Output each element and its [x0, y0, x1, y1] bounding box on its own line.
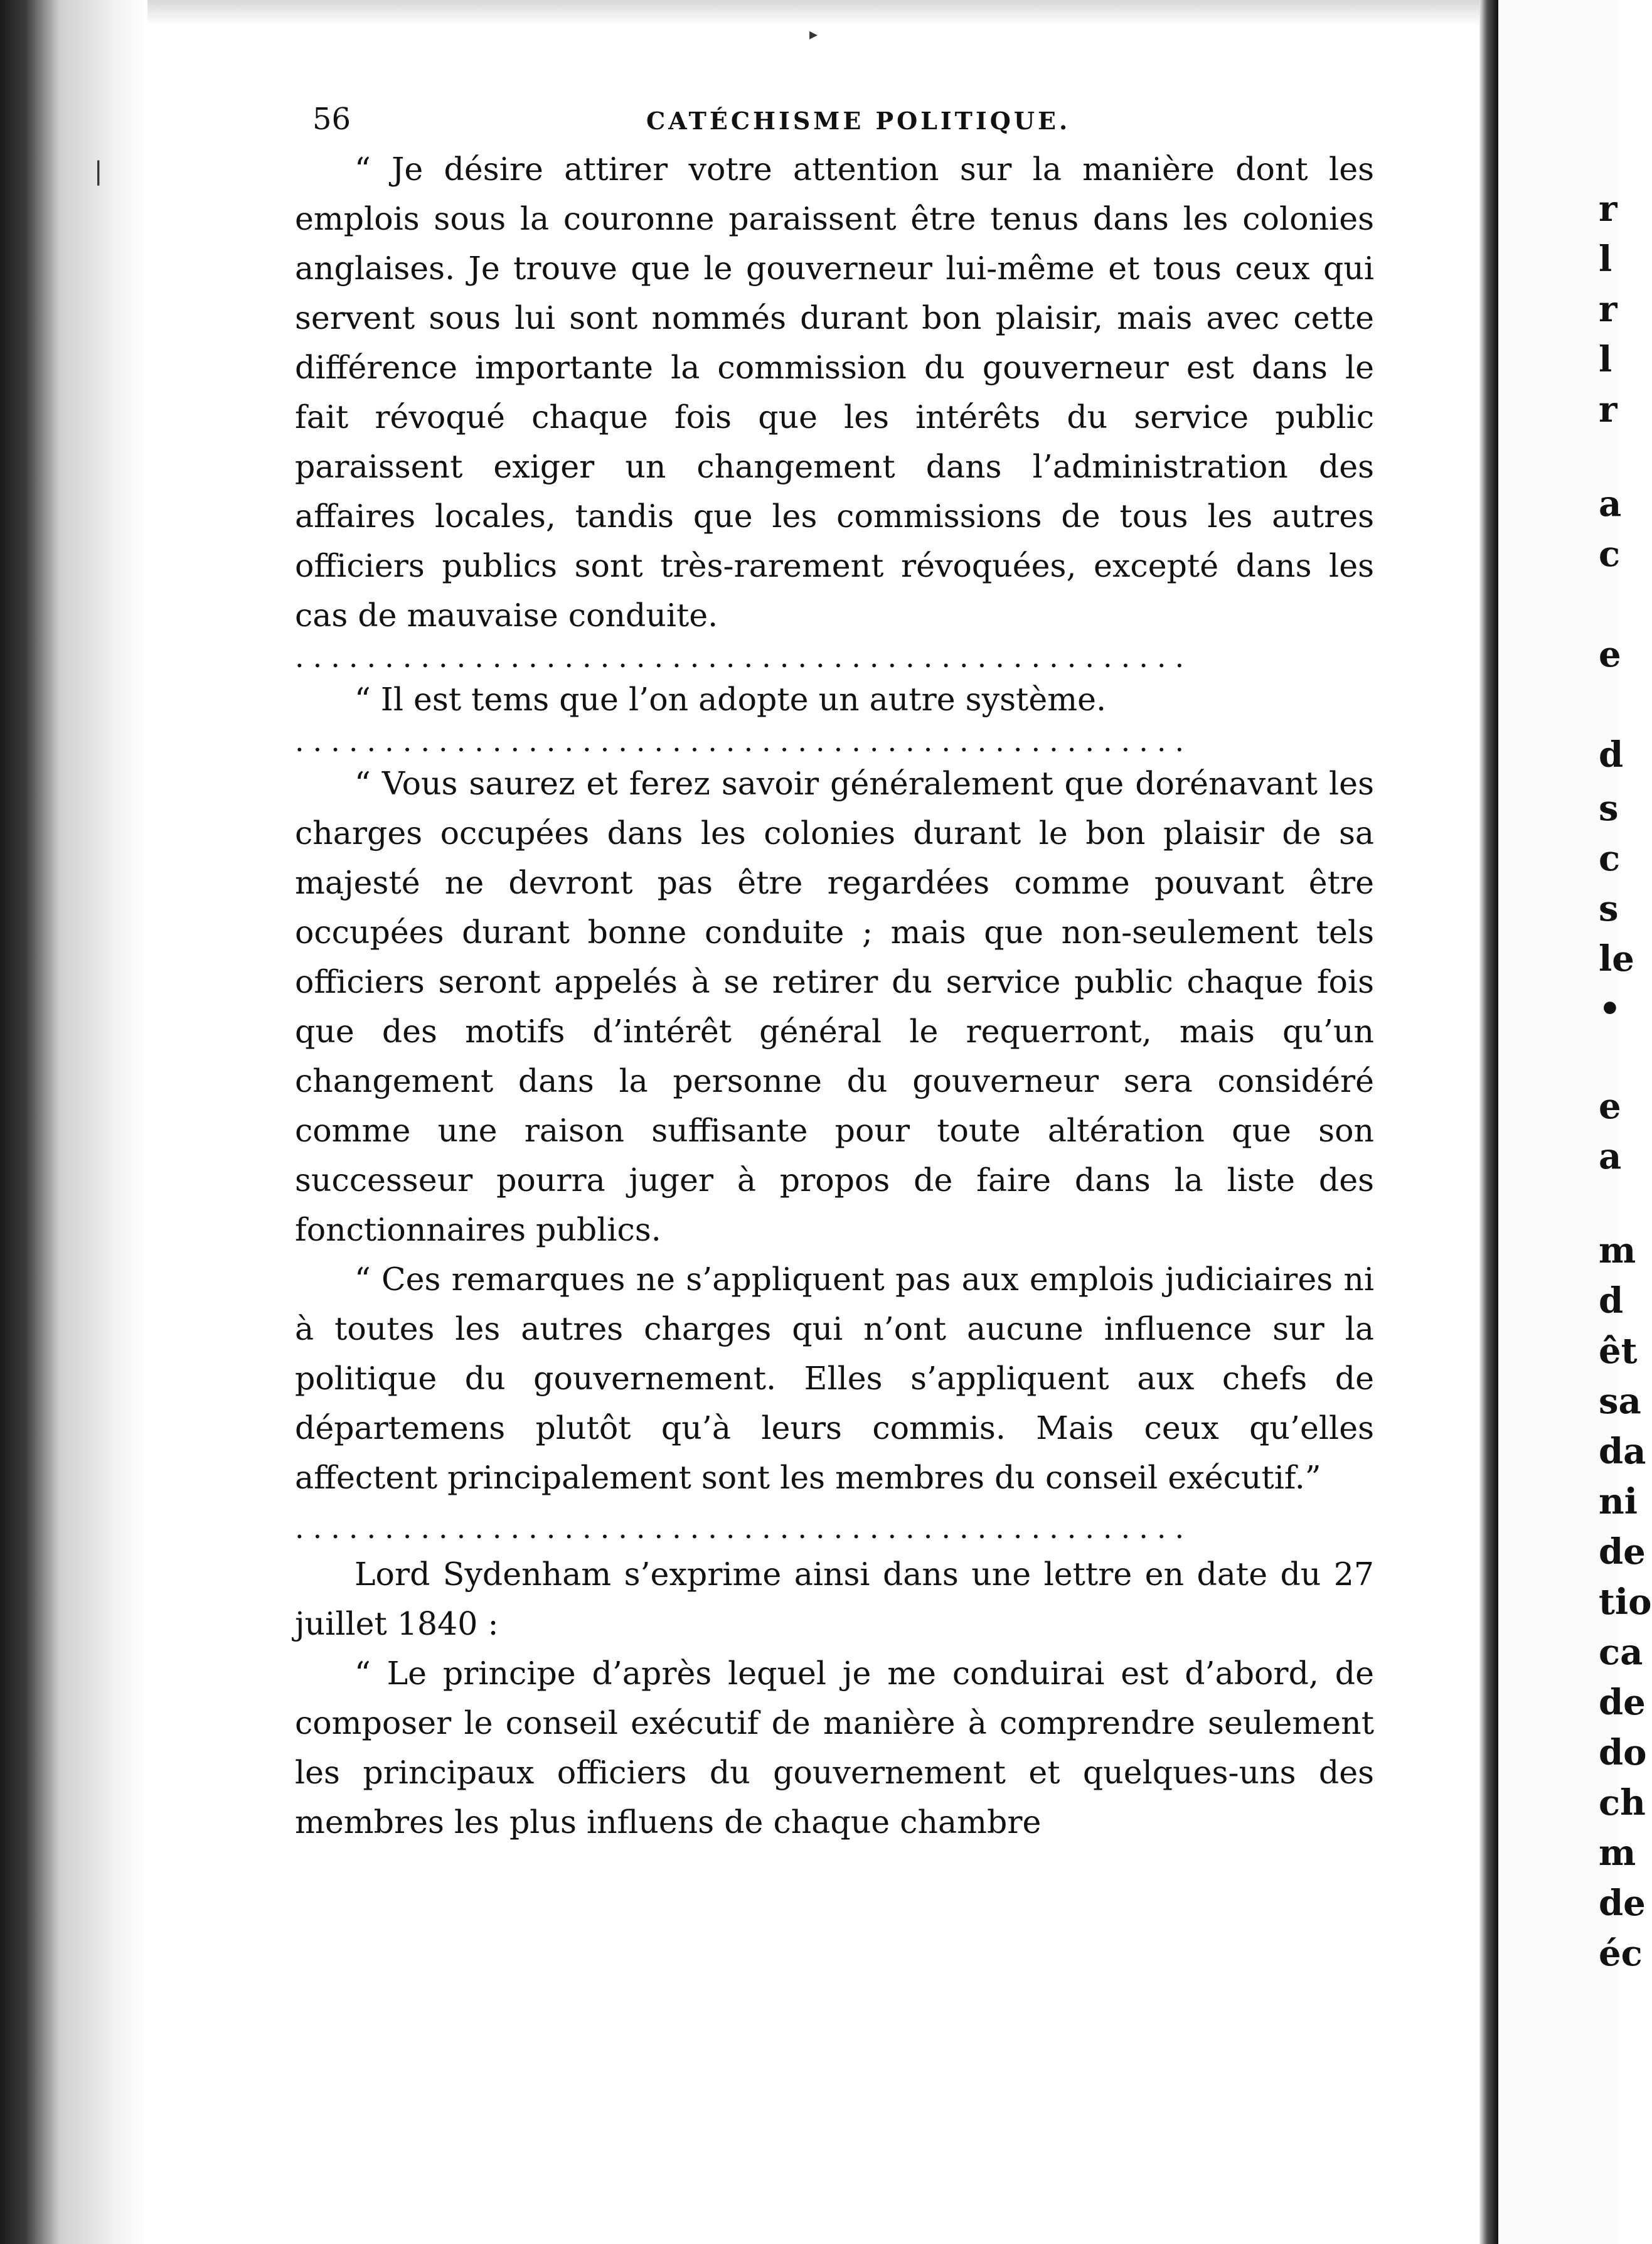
- paragraph: “ Je désire attirer votre attention sur la manière dont les emplois sous la couronne paraissent être tenus dans les colonies anglaises. Je trouve que le gouverneur lui-même et tous ceux qui servent sous lui sont nommés durant bon plaisir, mais avec cette différence importante la commission du gouverneur est dans le fait révoqué chaque fois que les intérêts du service public paraissent exiger un changement dans l’administration des affaires locales, tandis que les commissions de tous les autres officiers publics sont très-rarement révoquées, excepté dans les cas de mauvaise conduite.: [295, 151, 1374, 634]
- facing-page-fragment: r: [1599, 289, 1617, 330]
- ellipsis-row: ..................................................: [295, 1511, 1193, 1545]
- facing-page-fragment: éc: [1599, 1933, 1643, 1974]
- facing-page-fragment: d: [1599, 1280, 1624, 1322]
- facing-page-fragment: tio: [1599, 1581, 1652, 1623]
- facing-page-fragment: sa: [1599, 1381, 1641, 1422]
- facing-page-fragment: do: [1599, 1732, 1647, 1773]
- scan-speck: ▸: [809, 25, 818, 44]
- facing-page-fragment: m: [1599, 1230, 1636, 1271]
- facing-page-fragment: s: [1599, 888, 1619, 929]
- paragraph: “ Le principe d’après lequel je me conduirai est d’abord, de composer le conseil exécutif de manière à comprendre seulement les principaux officiers du gouvernement et quelques-uns des membres les plus influens de chaque chambre: [295, 1655, 1374, 1841]
- facing-page-fragment: êt: [1599, 1330, 1638, 1372]
- paragraph: Lord Sydenham s’exprime ainsi dans une lettre en date du 27 juillet 1840 :: [295, 1556, 1374, 1642]
- facing-page-fragment: ca: [1599, 1632, 1643, 1673]
- facing-page-fragment: de: [1599, 1682, 1646, 1723]
- facing-page-fragment: e: [1599, 634, 1621, 675]
- facing-page-fragment: r: [1599, 188, 1617, 230]
- page-header: [295, 94, 1374, 144]
- facing-page-fragment: a: [1599, 1136, 1622, 1177]
- page-number: 56: [312, 102, 351, 137]
- scan-speck: |: [94, 157, 103, 186]
- paragraph: “ Il est tems que l’on adopte un autre système.: [354, 681, 1107, 718]
- book-page: [295, 94, 1374, 1847]
- facing-page-fragment: de: [1599, 1531, 1646, 1573]
- facing-page-strip: [1498, 0, 1652, 2244]
- facing-page-fragment: de: [1599, 1883, 1646, 1924]
- facing-page-fragment: c: [1599, 838, 1621, 879]
- facing-page-fragment: d: [1599, 734, 1624, 776]
- body-text: [295, 144, 1374, 1847]
- page-gutter-shadow: [1479, 0, 1498, 2244]
- ellipsis-row: ..................................................: [295, 724, 1193, 758]
- paragraph: “ Ces remarques ne s’appliquent pas aux emplois judiciaires ni à toutes les autres charges qui n’ont aucune influence sur la politique du gouvernement. Elles s’appliquent aux chefs de départemens plutôt qu’à leurs commis. Mais ceux qu’elles affectent principalement sont les membres du conseil exécutif.”: [295, 1261, 1374, 1496]
- facing-page-fragment: m: [1599, 1832, 1636, 1874]
- facing-page-fragment: da: [1599, 1431, 1646, 1472]
- paragraph: “ Vous saurez et ferez savoir généralement que dorénavant les charges occupées dans les colonies durant le bon plaisir de sa majesté ne devront pas être regardées comme pouvant être occupées durant bonne conduite ; mais que non-seulement tels officiers seront appelés à se retirer du service public chaque fois que des motifs d’intérêt général le requerront, mais qu’un changement dans la personne du gouverneur sera considéré comme une raison suffisante pour toute altération que son successeur pourra juger à propos de faire dans la liste des fonctionnaires publics.: [295, 765, 1374, 1248]
- facing-page-fragment: c: [1599, 533, 1621, 575]
- facing-page-fragment: r: [1599, 389, 1617, 430]
- scan-top-edge: [0, 0, 1619, 25]
- facing-page-fragment: l: [1599, 339, 1612, 380]
- book-binding-edge: [0, 0, 147, 2244]
- facing-page-fragment: l: [1599, 238, 1612, 280]
- facing-page-fragment: a: [1599, 483, 1622, 525]
- facing-page-fragment: ni: [1599, 1481, 1638, 1522]
- facing-page-fragment: ch: [1599, 1782, 1646, 1824]
- ellipsis-row: ..................................................: [295, 640, 1193, 674]
- facing-page-fragment: e: [1599, 1086, 1621, 1127]
- facing-page-fragment: •: [1599, 988, 1621, 1030]
- facing-page-fragment: s: [1599, 788, 1619, 829]
- facing-page-fragment: le: [1599, 938, 1634, 980]
- running-title: CATÉCHISME POLITIQUE.: [646, 107, 1071, 135]
